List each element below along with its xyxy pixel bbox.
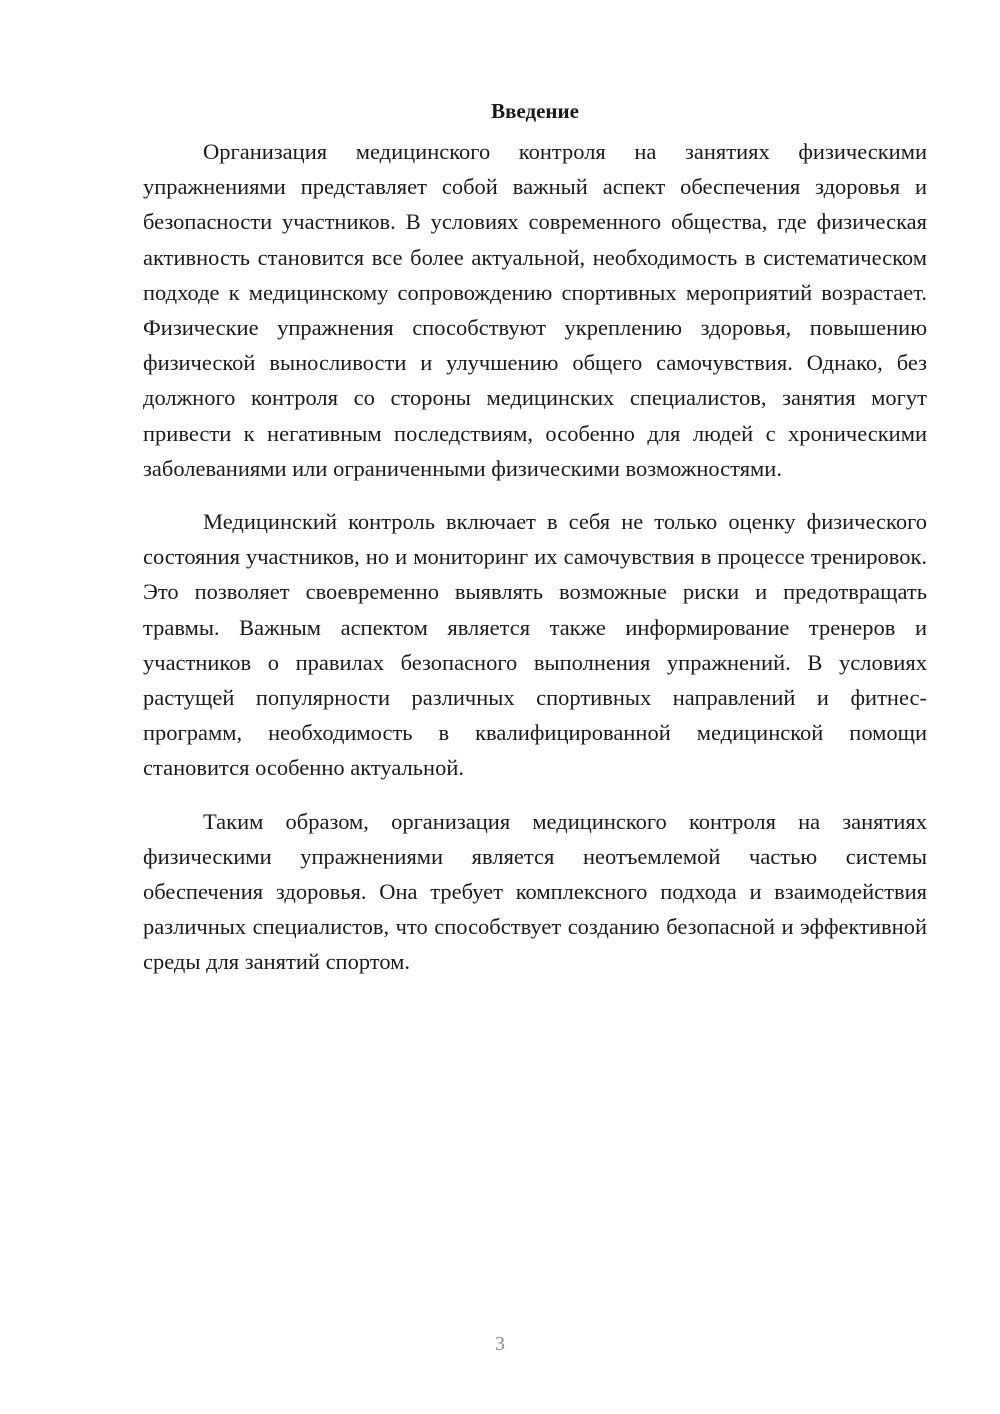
section-title: Введение: [491, 99, 579, 123]
paragraph-2: Медицинский контроль включает в себя не только оценку физического состояния участников, но и мониторинг их самочувствия в процессе тренировок. Это позволяет своевременно выявлять возможные риски и предотвращать травмы. Важным аспектом является также информирование тренеров и участников о правилах безопасного выполнения упражнений. В условиях растущей популярности различных спортивных направлений и фитнес-программ, необходимость в квалифицированной медицинской помощи становится особенно актуальной.: [143, 509, 927, 781]
page-content: [143, 96, 927, 998]
page-number: 3: [495, 1333, 505, 1355]
paragraph-1: Организация медицинского контроля на занятиях физическими упражнениями представляет собой важный аспект обеспечения здоровья и безопасности участников. В условиях современного общества, где физическая активность становится все более актуальной, необходимость в систематическом подходе к медицинскому сопровождению спортивных мероприятий возрастает. Физические упражнения способствуют укреплению здоровья, повышению физической выносливости и улучшению общего самочувствия. Однако, без должного контроля со стороны медицинских специалистов, занятия могут привести к негативным последствиям, особенно для людей с хроническими заболеваниями или ограниченными физическими возможностями.: [143, 139, 927, 481]
paragraph-3: Таким образом, организация медицинского контроля на занятиях физическими упражнениями является неотъемлемой частью системы обеспечения здоровья. Она требует комплексного подхода и взаимодействия различных специалистов, что способствует созданию безопасной и эффективной среды для занятий спортом.: [143, 808, 927, 975]
